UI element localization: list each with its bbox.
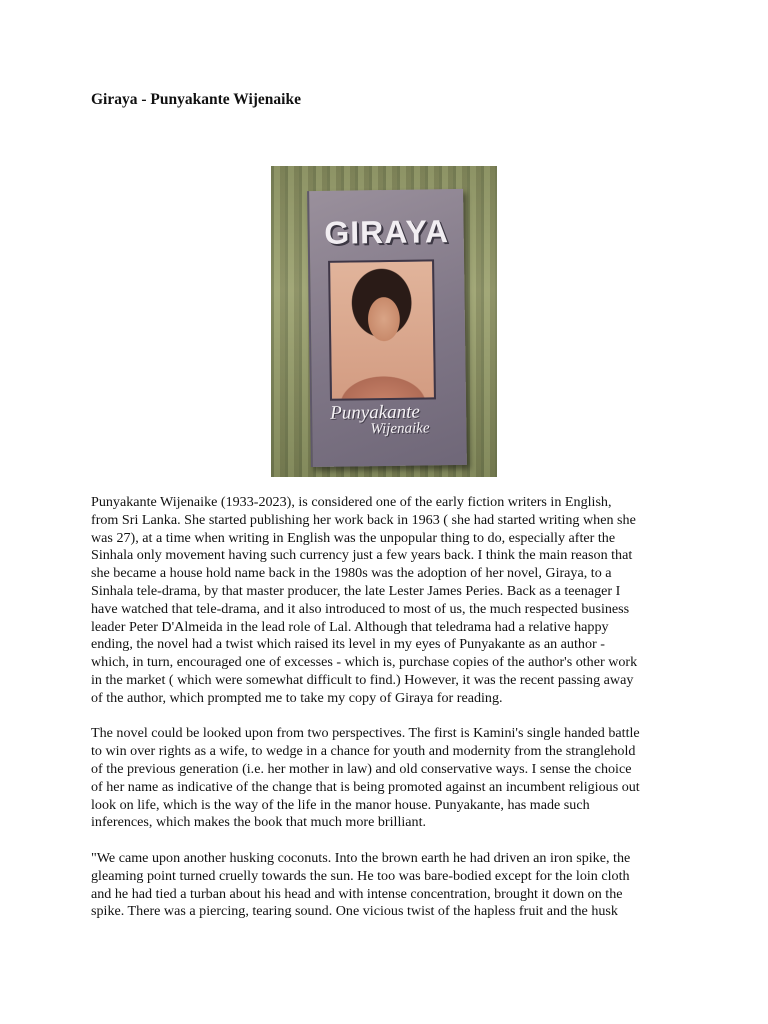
article-body [91, 494, 685, 939]
book-cover [307, 189, 467, 467]
book-cover-title: GIRAYA [324, 213, 450, 251]
book-cover-author [330, 401, 430, 438]
cover-author-first: Punyakante [330, 401, 421, 424]
cover-author-last: Wijenaike [370, 420, 430, 438]
cover-portrait-image [328, 259, 436, 400]
paragraph: The novel could be looked upon from two perspectives. The first is Kamini's single handed battle to win over rights as a wife, to wedge in a chance for youth and modernity from the stranglehold of the previous generation (i.e. her mother in law) and old conservative ways. I sense the choice of her name as indicative of the change that is being promoted against an incumbent religious out look on life, which is the way of the life in the manor house. Punyakante, has made such inferences, which makes the book that much more brilliant. [91, 725, 640, 831]
page-title: Giraya - Punyakante Wijenaike [91, 91, 301, 108]
paragraph: Punyakante Wijenaike (1933-2023), is considered one of the early fiction writers in English, from Sri Lanka. She started publishing her work back in 1963 ( she had started writing when she was 27), at a time when writing in English was the unpopular thing to do, especially after the Sinhala only movement having such currency just a few years back. I think the main reason that she became a house hold name back in the 1980s was the adoption of her novel, Giraya, to a Sinhala tele-drama, by that master producer, the late Lester James Peries. Back as a teenager I have watched that tele-drama, and it also introduced to most of us, the much respected business leader Peter D'Almeida in the lead role of Lal. Although that teledrama had a relative happy ending, the novel had a twist which raised its level in my eyes of Punyakante as an author - which, in turn, encouraged one of excesses - which is, purchase copies of the author's other work in the market ( which were somewhat difficult to find.) However, it was the recent passing away of the author, which prompted me to take my copy of Giraya for reading. [91, 494, 638, 706]
paragraph: "We came upon another husking coconuts. Into the brown earth he had driven an iron spike, the gleaming point turned cruelly towards the sun. He too was bare-bodied except for the loin cloth and he had tied a turban about his head and with intense concentration, brought it down on the spike. There was a piercing, tearing sound. One vicious twist of the hapless fruit and the husk [91, 849, 631, 920]
book-cover-photo [271, 166, 497, 477]
